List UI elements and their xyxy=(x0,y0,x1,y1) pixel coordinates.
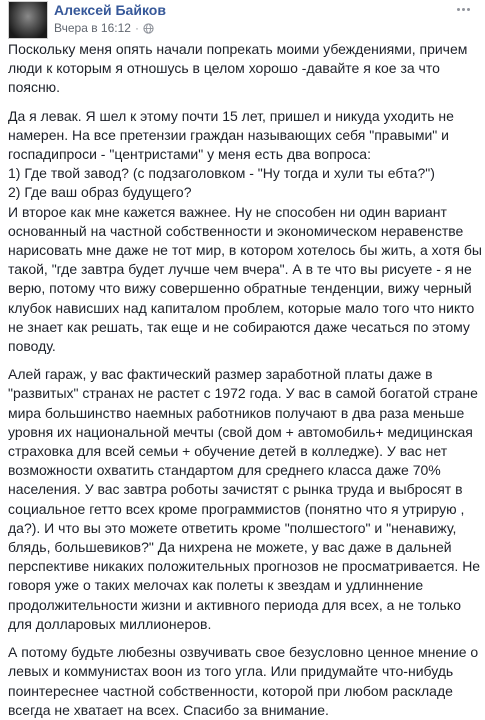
text-line: Алей гараж, у вас фактический размер заработной платы даже в xyxy=(8,366,433,383)
text-line: "развитых" странах не растет с 1972 года. У вас в самой богатой стране xyxy=(8,385,478,402)
more-dot-icon xyxy=(457,8,460,11)
text-line: госпадипроси - "центристами" у меня есть два вопроса: xyxy=(8,146,371,163)
text-line: поинтереснее частной собственности, которой при любом раскладе xyxy=(8,682,453,699)
author-name[interactable]: Алексей Байков xyxy=(54,2,166,18)
text-line: социальное гетто всех кроме программистов (понятно что я утрирую , xyxy=(8,500,465,517)
post-meta xyxy=(54,21,154,35)
post-options-button[interactable] xyxy=(453,2,473,16)
text-line: верю, потому что вижу совершенно обратные тенденции, вижу черный xyxy=(8,280,472,297)
text-line: 1) Где твой завод? (с подзаголовком - "Ну тогда и хули ты ебта?") xyxy=(8,165,435,182)
text-line: намерен. На все претензии граждан называющих себя "правыми" и xyxy=(8,126,449,143)
text-line: уровня их национальной мечты (свой дом + автомобиль+ медицинская xyxy=(8,423,473,440)
text-line: для долларовых миллионеров. xyxy=(8,615,212,632)
post-timestamp[interactable]: Вчера в 16:12 xyxy=(54,21,131,35)
text-line: да?). И что вы это можете ответить кроме "полшестого" и "ненавижу, xyxy=(8,519,457,536)
avatar[interactable] xyxy=(8,1,48,39)
paragraph-4 xyxy=(8,643,477,720)
text-line: И второе как мне кажется важнее. Ну не способен ни один вариант xyxy=(8,203,447,220)
text-line: страховка для всей семьи + обучение детей в колледже). У вас нет xyxy=(8,443,448,460)
text-line: А потому будьте любезны озвучивать свое безусловно ценное мнение о xyxy=(8,644,479,661)
text-line: перспективе никаких положительных прогнозов не просматривается. Не xyxy=(8,558,481,575)
text-line: люди к которым я отношусь в целом хорошо -давайте я кое за что xyxy=(8,60,440,77)
globe-icon[interactable] xyxy=(143,23,154,34)
more-dot-icon xyxy=(467,8,470,11)
text-line: возможности охватить стандартом для среднего класса даже 70% xyxy=(8,462,441,479)
text-line: Поскольку меня опять начали попрекать моими убеждениями, причем xyxy=(8,41,468,57)
text-line: поясню. xyxy=(8,79,61,96)
text-line: блядь, большевиков?" Да нихрена не можете, у вас даже в дальней xyxy=(8,539,452,556)
text-line: поводу. xyxy=(8,338,56,355)
text-line: такой, "где завтра будет лучше чем вчера". А в те что вы рисуете - я не xyxy=(8,261,472,278)
post-body xyxy=(6,40,482,720)
text-line: не знает как решать, так еще и не собираются даже чесаться по этому xyxy=(8,318,470,335)
post-header xyxy=(6,0,479,40)
text-line: клубок нависших над капиталом проблем, которые мало того что никто xyxy=(8,299,475,316)
text-line: Да я левак. Я шел к этому почти 15 лет, пришел и никуда уходить не xyxy=(8,107,454,124)
text-line: нарисовать мне даже не тот мир, в котором хотелось бы жить, а хотя бы xyxy=(8,242,482,259)
text-line: продолжительности жизни и активного периода для всех, а не только xyxy=(8,596,462,613)
text-line: говоря уже о таких мелочах как полеты к звездам и удлиннение xyxy=(8,577,424,594)
text-line: населения. У вас завтра роботы зачистят с рынка труда и выбросят в xyxy=(8,481,463,498)
more-dot-icon xyxy=(462,8,465,11)
paragraph-3 xyxy=(8,365,481,634)
text-line: 2) Где ваш образ будущего? xyxy=(8,184,192,201)
text-line: мира большинство наемных работников получают в два раза меньше xyxy=(8,404,465,421)
text-line: основанный на частной собственности и экономическом неравенстве xyxy=(8,222,464,239)
text-line: всегда не хватает на всех. Спасибо за внимание. xyxy=(8,701,329,718)
text-line: левых и коммунистах воон из того угла. Или придумайте что-нибудь xyxy=(8,663,454,680)
meta-separator: · xyxy=(134,21,139,35)
paragraph-1 xyxy=(8,40,477,98)
paragraph-2 xyxy=(8,107,482,357)
